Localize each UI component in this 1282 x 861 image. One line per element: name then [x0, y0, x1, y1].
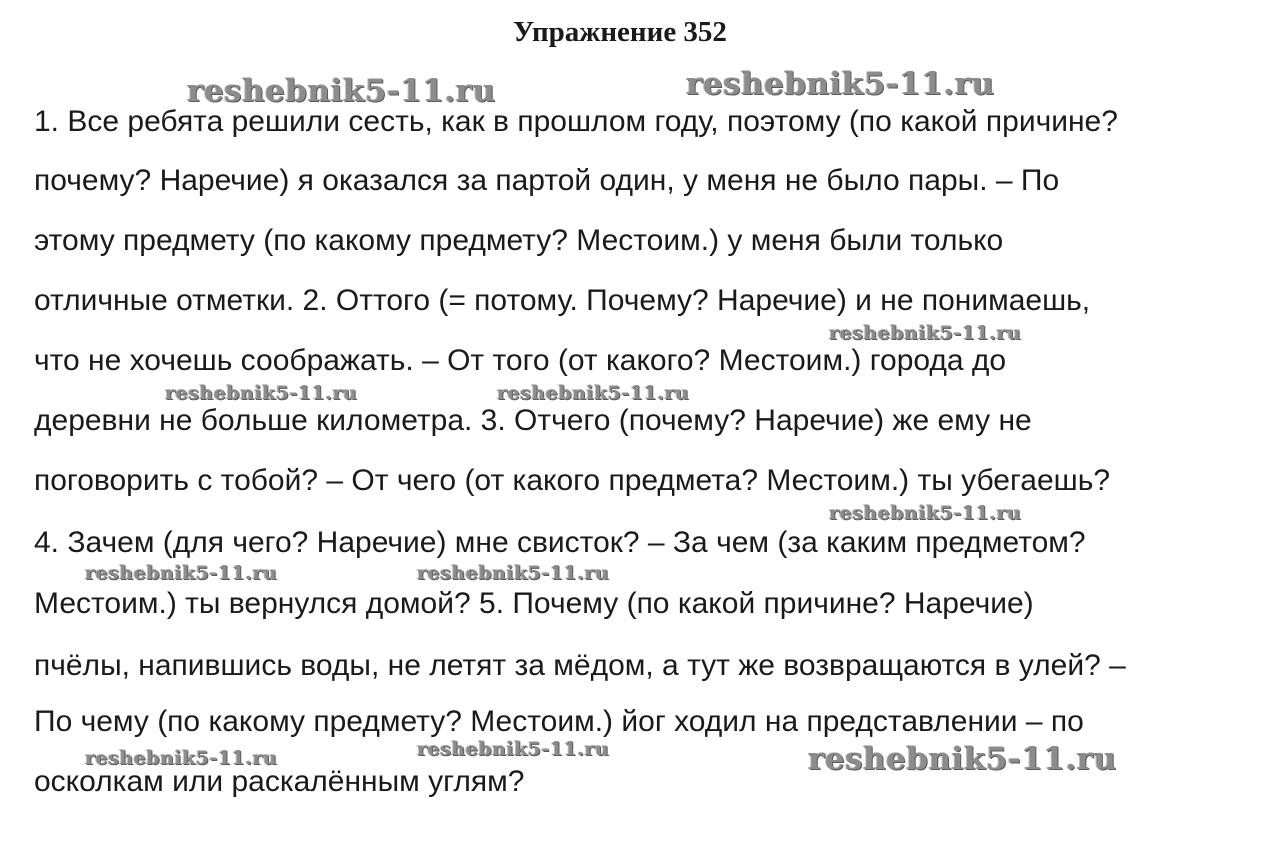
- text-line-4: отличные отметки. 2. Оттого (= потому. Почему? Наречие) и не понимаешь,: [34, 284, 1091, 317]
- watermark: reshebnik5-11.ru: [85, 747, 278, 769]
- watermark: reshebnik5-11.ru: [417, 562, 610, 584]
- watermark: reshebnik5-11.ru: [417, 738, 610, 760]
- watermark: reshebnik5-11.ru: [686, 66, 995, 102]
- text-line-3: этому предмету (по какому предмету? Местоим.) у меня были только: [34, 224, 1004, 257]
- text-line-9: Местоим.) ты вернулся домой? 5. Почему (по какой причине? Наречие): [34, 587, 1034, 620]
- watermark: reshebnik5-11.ru: [829, 502, 1022, 524]
- text-line-12: осколкам или раскалённым углям?: [34, 765, 525, 798]
- text-line-5: что не хочешь соображать. – От того (от какого? Местоим.) города до: [34, 344, 1007, 377]
- watermark: reshebnik5-11.ru: [187, 73, 496, 109]
- exercise-title: Упражнение 352: [513, 16, 727, 48]
- text-line-10: пчёлы, напившись воды, не летят за мёдом, а тут же возвращаются в улей? –: [34, 649, 1126, 682]
- watermark: reshebnik5-11.ru: [85, 562, 278, 584]
- text-line-1: 1. Все ребята решили сесть, как в прошлом году, поэтому (по какой причине?: [34, 105, 1118, 138]
- text-line-6: деревни не больше километра. 3. Отчего (почему? Наречие) же ему не: [34, 404, 1032, 437]
- watermark: reshebnik5-11.ru: [165, 382, 358, 404]
- text-line-8: 4. Зачем (для чего? Наречие) мне свисток? – За чем (за каким предметом?: [34, 526, 1086, 559]
- watermark: reshebnik5-11.ru: [808, 741, 1117, 777]
- text-line-11: По чему (по какому предмету? Местоим.) йог ходил на представлении – по: [34, 705, 1084, 738]
- watermark: reshebnik5-11.ru: [829, 322, 1022, 344]
- text-line-2: почему? Наречие) я оказался за партой один, у меня не было пары. – По: [34, 164, 1060, 197]
- text-line-7: поговорить с тобой? – От чего (от какого предмета? Местоим.) ты убегаешь?: [34, 464, 1111, 497]
- watermark: reshebnik5-11.ru: [497, 382, 690, 404]
